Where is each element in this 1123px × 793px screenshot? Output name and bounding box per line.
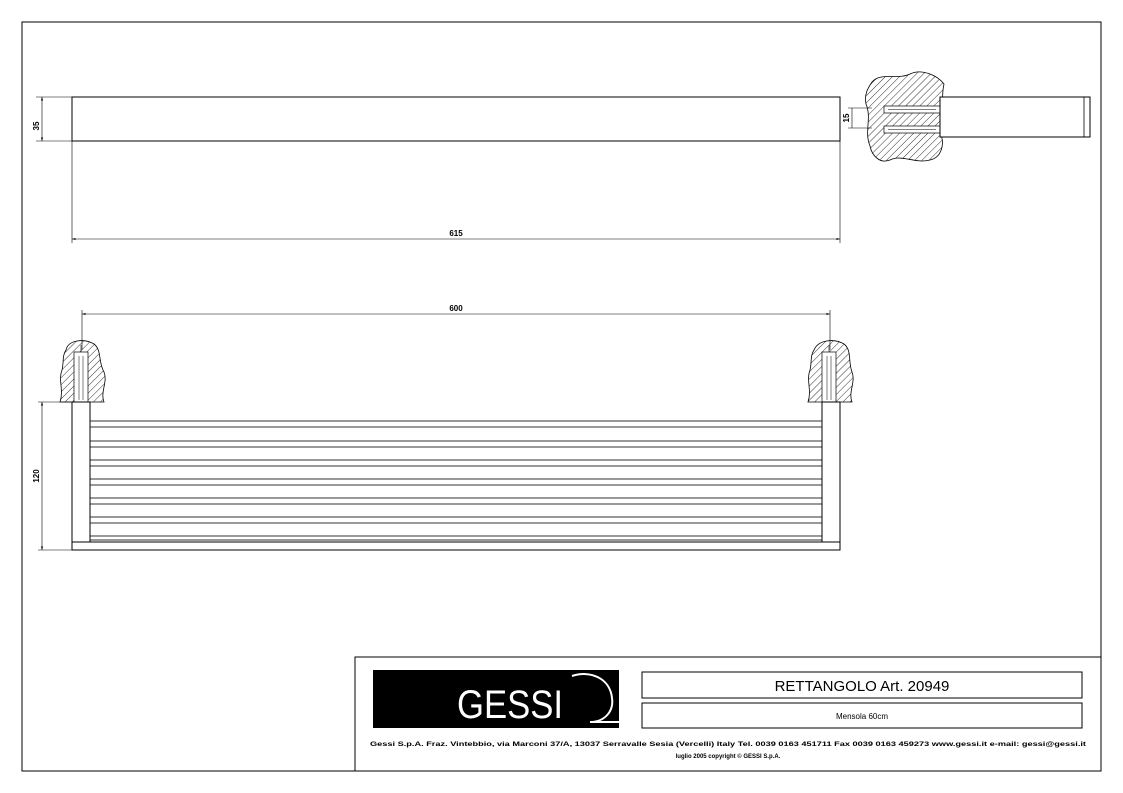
dim-top-length: 615	[449, 229, 463, 238]
front-view	[32, 304, 853, 550]
wall-section-hatch	[865, 72, 944, 161]
left-post	[72, 402, 90, 550]
title-block	[355, 657, 1101, 771]
side-detail-view	[842, 72, 1090, 161]
drawing-title: RETTANGOLO Art. 20949	[774, 678, 950, 695]
top-view-bar	[72, 97, 840, 141]
dim-front-height: 120	[32, 469, 41, 483]
company-address: Gessi S.p.A. Fraz. Vintebbio, via Marconi 37/A, 13037 Serravalle Sesia (Vercelli) Italy Tel. 0039 0163 451711 Fax 0039 0163 459273 www.gessi.it e-mail: gessi@gessi.it	[370, 742, 1086, 748]
dim-side-detail: 15	[842, 113, 851, 123]
right-post	[822, 402, 840, 550]
dim-top-height: 35	[32, 121, 41, 131]
gessi-logo: GESSI	[457, 683, 563, 727]
copyright-line: luglio 2005 copyright © GESSI S.p.A.	[675, 754, 781, 760]
side-bar	[940, 97, 1090, 137]
shelf-rails	[90, 421, 822, 540]
base-plate	[72, 542, 840, 550]
top-view	[32, 97, 840, 243]
dim-span: 600	[449, 304, 463, 313]
drawing-subtitle: Mensola 60cm	[835, 712, 889, 721]
